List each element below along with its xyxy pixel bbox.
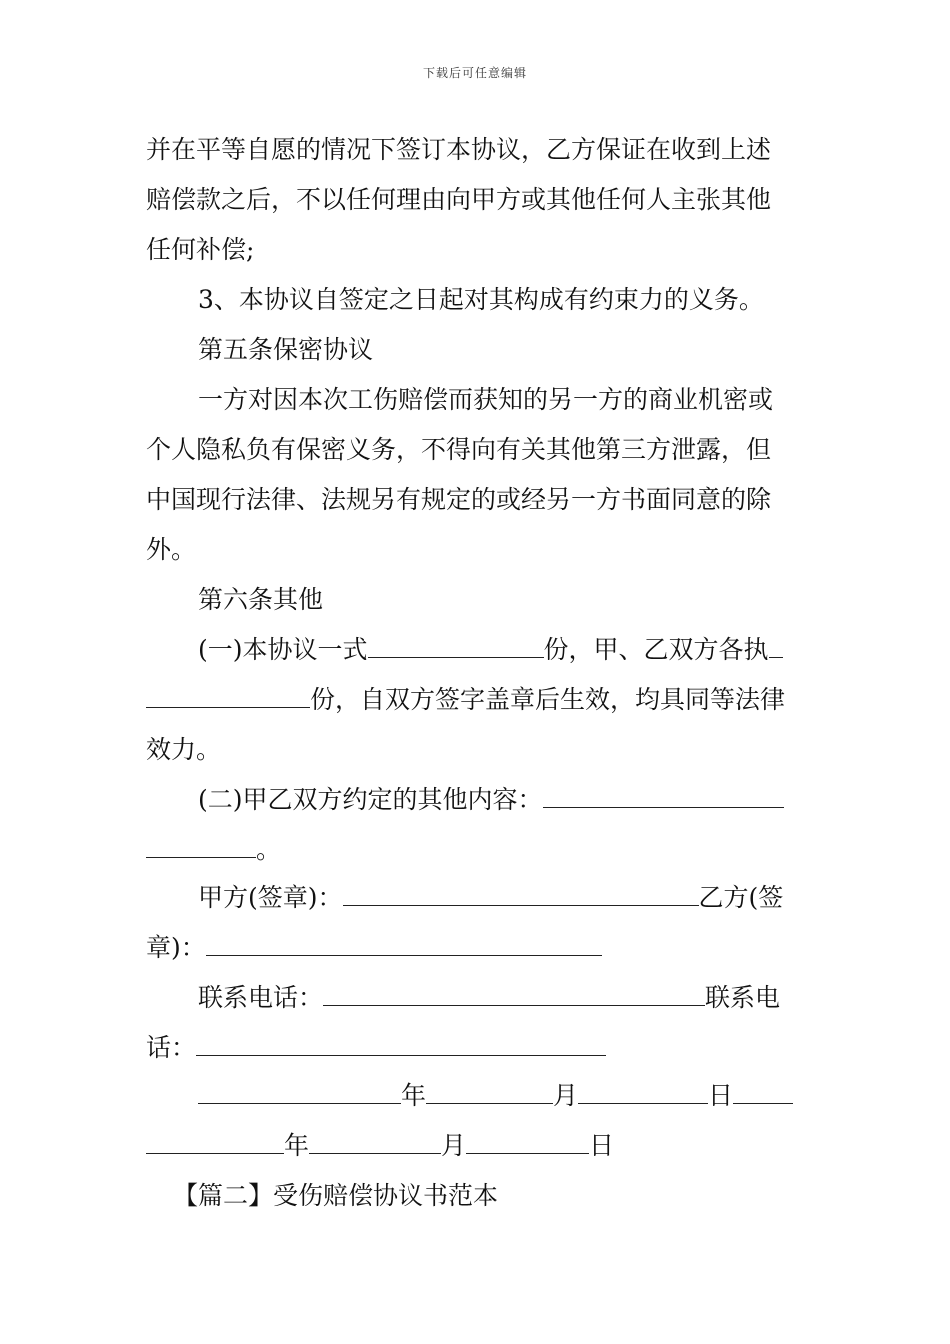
day-label-b: 日: [589, 1131, 615, 1160]
phone-line: [146, 1033, 606, 1063]
day-blank[interactable]: [578, 1081, 708, 1104]
month-blank-b[interactable]: [309, 1131, 441, 1154]
item-3: 3、本协议自签定之日起对其构成有约束力的义务。: [198, 285, 764, 314]
article-5-title: 第五条保密协议: [198, 335, 374, 364]
paragraph-line: 一方对因本次工伤赔偿而获知的另一方的商业机密或: [198, 385, 774, 414]
signature-line: [198, 883, 783, 913]
party-a-label: 甲方(签章)：: [198, 883, 343, 912]
year-blank-b[interactable]: [146, 1131, 284, 1154]
day-blank-b[interactable]: [466, 1131, 589, 1154]
paragraph-line: 个人隐私负有保密义务，不得向有关其他第三方泄露，但: [146, 435, 772, 464]
page-header: 下载后可任意编辑: [422, 66, 527, 80]
month-label: 月: [553, 1081, 579, 1110]
paragraph-line: 赔偿款之后，不以任何理由向甲方或其他任何人主张其他: [146, 185, 772, 214]
year-label: 年: [401, 1081, 427, 1110]
other-content-blank-cont[interactable]: [146, 835, 256, 858]
party-a-signature-blank[interactable]: [343, 883, 699, 906]
clause-2-line: [146, 835, 281, 865]
clause-2-line: [198, 785, 784, 815]
paragraph-line: 中国现行法律、法规另有规定的或经另一方书面同意的除: [146, 485, 772, 514]
copies-total-blank[interactable]: [368, 635, 544, 658]
clause-1-text: 份，自双方签字盖章后生效，均具同等法律: [310, 685, 786, 714]
date-line: [146, 1131, 614, 1161]
clause-2-end: 。: [256, 835, 282, 864]
phone-b-label: 联系电: [705, 983, 781, 1012]
copies-each-blank[interactable]: [146, 685, 310, 708]
date-line: [198, 1081, 793, 1111]
clause-1-text: (一)本协议一式: [198, 635, 368, 664]
phone-b-blank[interactable]: [196, 1033, 606, 1056]
party-b-label: 乙方(签: [698, 883, 784, 912]
year-label-b: 年: [284, 1131, 310, 1160]
party-b-label-cont: 章)：: [146, 933, 206, 962]
paragraph-line: 效力。: [146, 735, 222, 764]
clause-1-text: 份，甲、乙双方各执: [543, 635, 769, 664]
paragraph-line: 外。: [146, 535, 197, 564]
phone-a-blank[interactable]: [323, 983, 705, 1006]
phone-a-label: 联系电话：: [198, 983, 324, 1012]
next-section-heading: 【篇二】受伤赔偿协议书范本: [173, 1181, 499, 1210]
party-b-signature-blank[interactable]: [206, 933, 602, 956]
year-blank-b-start[interactable]: [733, 1081, 793, 1104]
paragraph-line: 任何补偿;: [146, 235, 255, 264]
day-label: 日: [708, 1081, 734, 1110]
clause-2-text: (二)甲乙双方约定的其他内容：: [198, 785, 543, 814]
article-6-title: 第六条其他: [198, 585, 324, 614]
month-blank[interactable]: [426, 1081, 553, 1104]
year-blank[interactable]: [198, 1081, 401, 1104]
copies-each-blank-start[interactable]: [769, 635, 783, 658]
phone-b-label-cont: 话：: [146, 1033, 197, 1062]
month-label-b: 月: [441, 1131, 467, 1160]
clause-1-line: [146, 685, 785, 715]
paragraph-line: 并在平等自愿的情况下签订本协议，乙方保证在收到上述: [146, 135, 772, 164]
signature-line: [146, 933, 602, 963]
phone-line: [198, 983, 780, 1013]
other-content-blank[interactable]: [543, 785, 784, 808]
clause-1-line: [198, 635, 783, 665]
